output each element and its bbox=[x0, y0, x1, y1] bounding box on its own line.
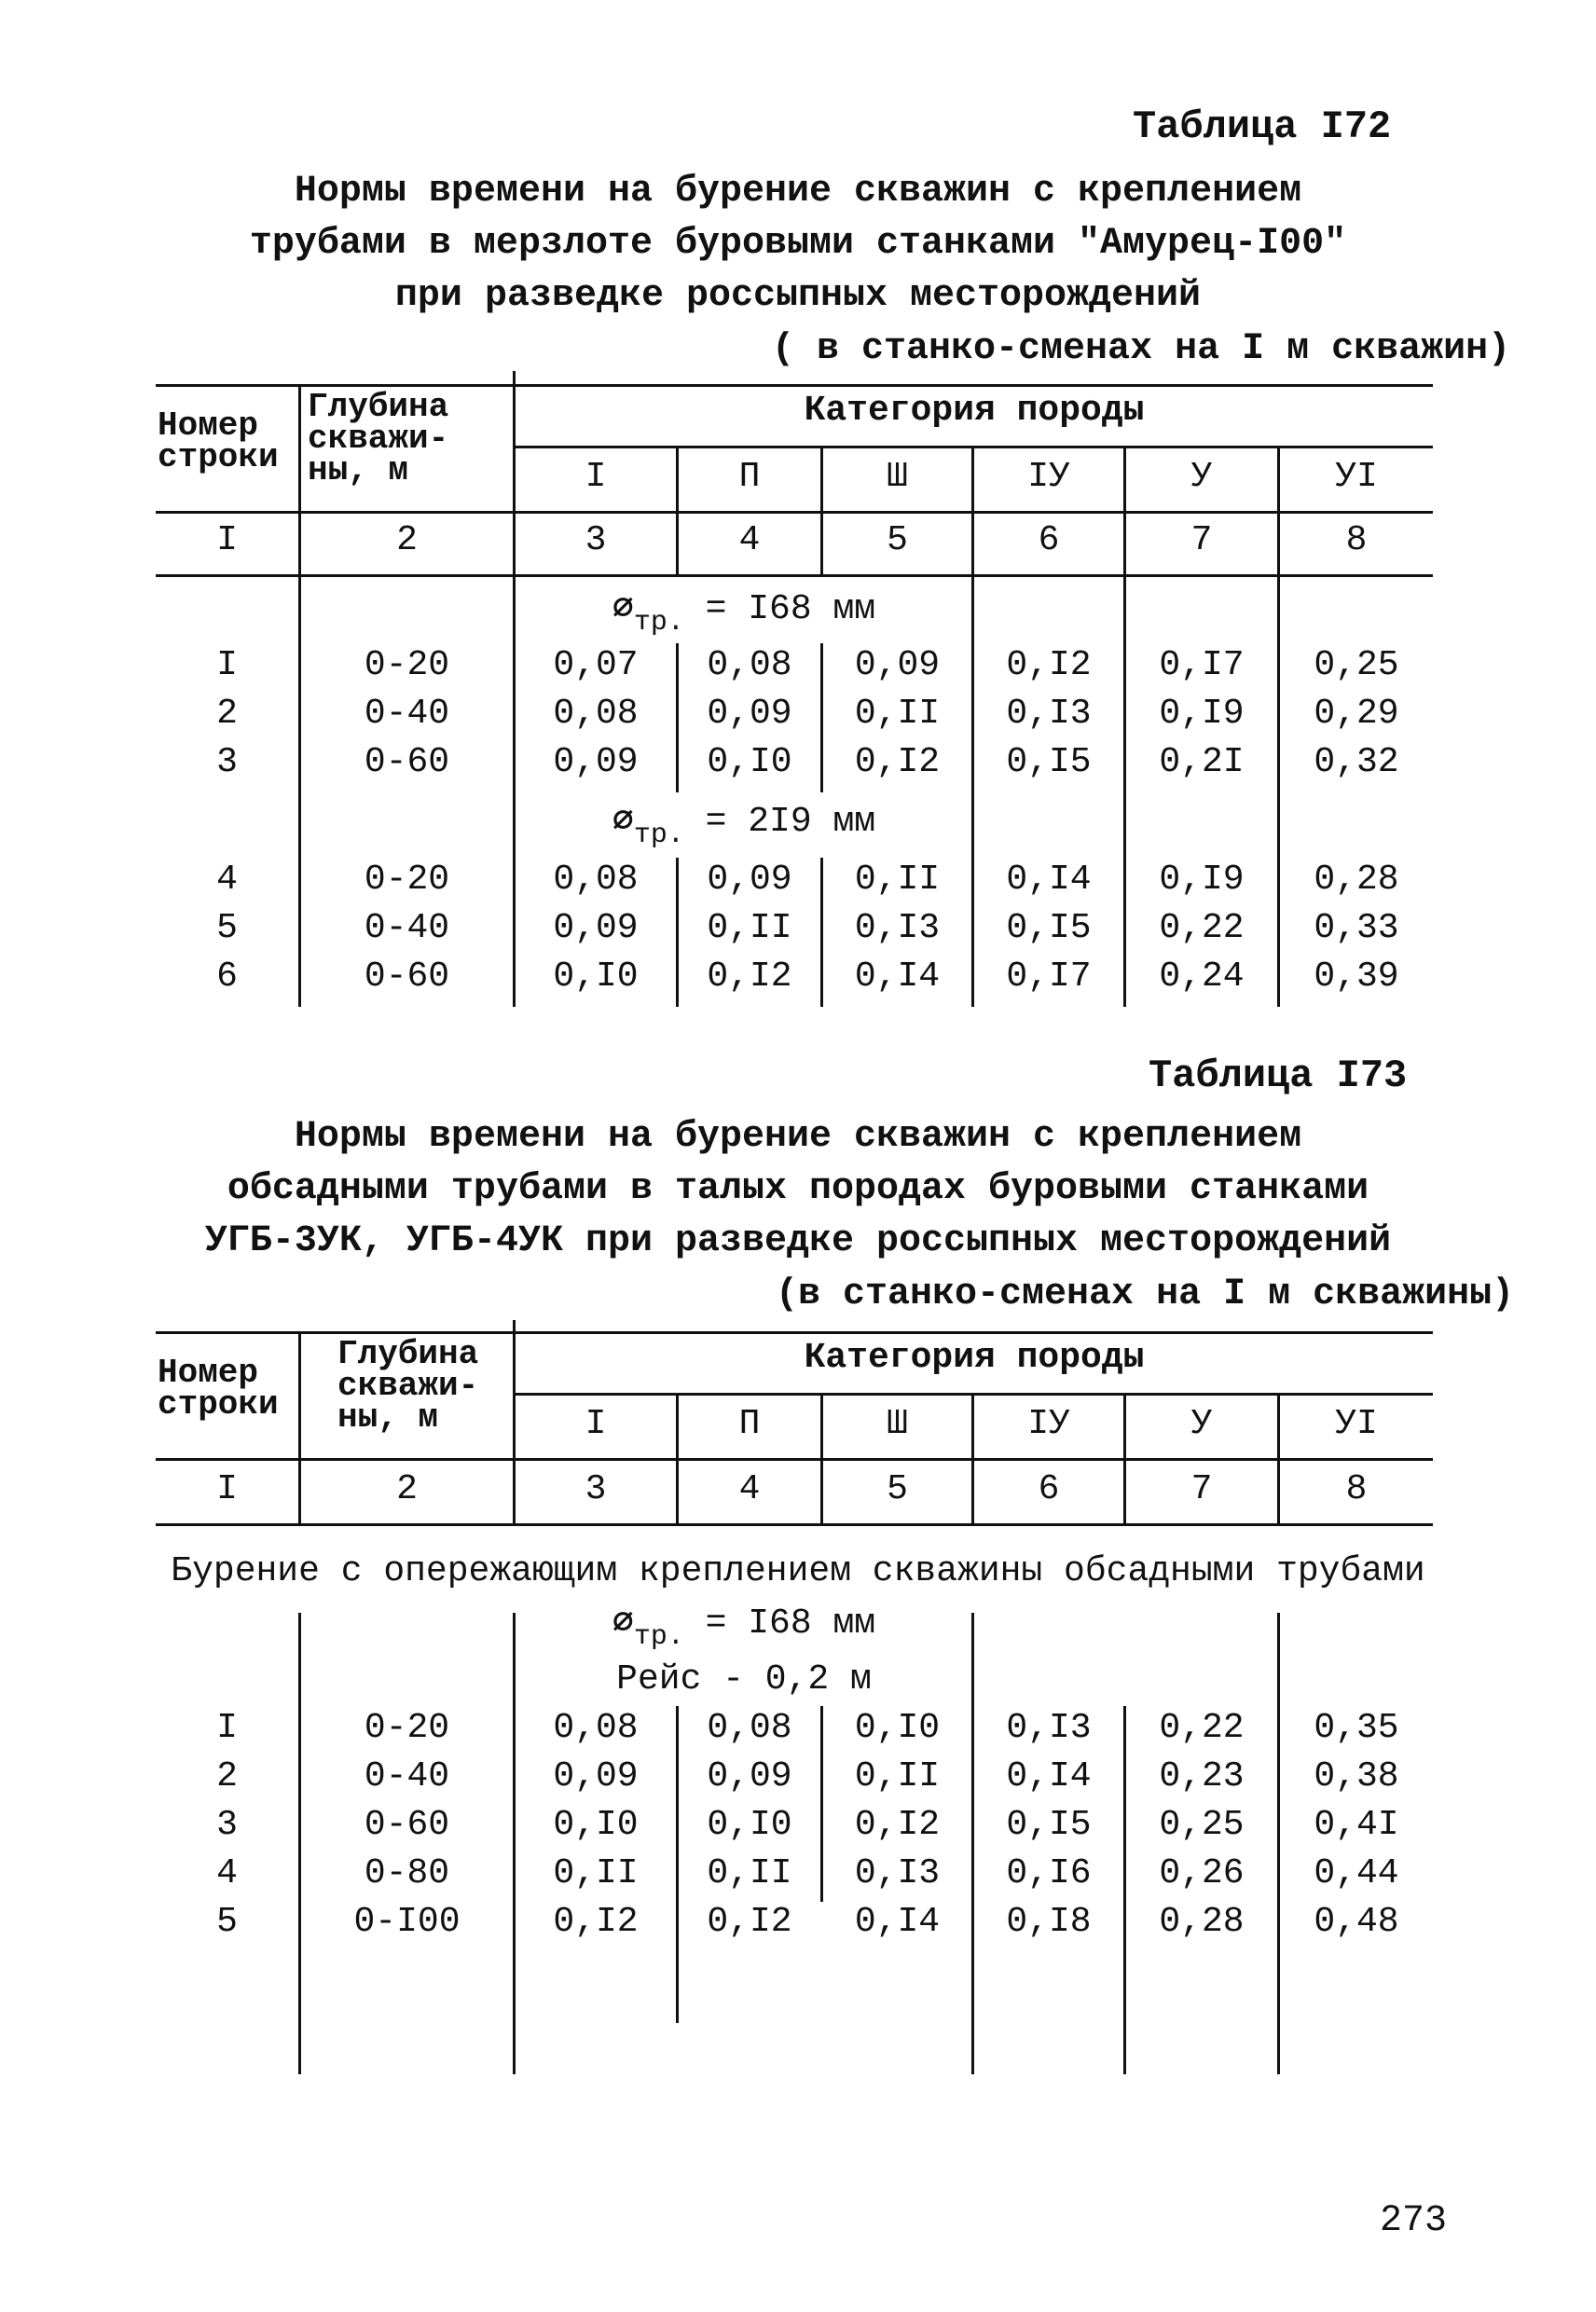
column-number: 4 bbox=[738, 520, 761, 560]
depth-cell: 0-60 bbox=[364, 956, 450, 997]
column-number: 3 bbox=[585, 1469, 607, 1509]
section-diameter bbox=[516, 1600, 972, 1653]
value-cell: 0,I2 bbox=[707, 1902, 792, 1942]
row-number: 4 bbox=[216, 1853, 238, 1893]
diameter-subscript: тр. bbox=[633, 819, 684, 851]
row-number: 5 bbox=[216, 908, 238, 948]
header-category: Категория породы bbox=[804, 391, 1145, 431]
value-cell: 0,II bbox=[854, 694, 941, 734]
category-label: П bbox=[738, 1404, 761, 1444]
row-number: 3 bbox=[216, 1805, 238, 1845]
value-cell: 0,09 bbox=[707, 860, 792, 900]
row-number: 2 bbox=[216, 1756, 238, 1796]
value-cell: 0,I4 bbox=[1006, 1756, 1092, 1796]
value-cell: 0,I3 bbox=[1006, 694, 1092, 734]
category-label: I bbox=[585, 1404, 607, 1444]
table-label: Таблица I73 bbox=[1149, 1053, 1408, 1098]
category-label: Ш bbox=[887, 1404, 908, 1444]
value-cell: 0,09 bbox=[553, 908, 639, 948]
value-cell: 0,I9 bbox=[1159, 860, 1245, 900]
diameter-value: = I68 мм bbox=[705, 589, 876, 629]
section-title: Бурение с опережающим креплением скважины обсадными трубами bbox=[171, 1551, 1425, 1591]
value-cell: 0,I9 bbox=[1159, 694, 1245, 734]
unit-note: (в станко-сменах на I м скважины) bbox=[776, 1273, 1515, 1315]
value-cell: 0,32 bbox=[1314, 742, 1399, 782]
value-cell: 0,I3 bbox=[854, 1853, 941, 1893]
column-number: 5 bbox=[887, 520, 908, 560]
value-cell: 0,08 bbox=[707, 645, 792, 685]
value-cell: 0,33 bbox=[1314, 908, 1399, 948]
column-number: I bbox=[216, 520, 238, 560]
row-number: I bbox=[216, 1708, 238, 1748]
column-number: 2 bbox=[396, 520, 418, 560]
category-label: IУ bbox=[1027, 1404, 1070, 1444]
value-cell: 0,I6 bbox=[1006, 1853, 1092, 1893]
diameter-value: = 2I9 мм bbox=[705, 802, 876, 842]
value-cell: 0,28 bbox=[1159, 1902, 1245, 1942]
depth-cell: 0-40 bbox=[364, 694, 450, 734]
column-number: 7 bbox=[1190, 520, 1213, 560]
value-cell: 0,22 bbox=[1159, 908, 1245, 948]
diameter-icon: ⌀ bbox=[612, 589, 634, 629]
value-cell: 0,26 bbox=[1159, 1853, 1245, 1893]
value-cell: 0,I0 bbox=[553, 956, 639, 997]
table-caption-line: обсадными трубами в талых породах буровыми станками bbox=[227, 1168, 1369, 1210]
column-number: 8 bbox=[1345, 520, 1368, 560]
value-cell: 0,07 bbox=[553, 645, 639, 685]
value-cell: 0,23 bbox=[1159, 1756, 1245, 1796]
value-cell: 0,09 bbox=[707, 1756, 792, 1796]
header-depth: Глубина скважи- ны, м bbox=[308, 388, 449, 489]
value-cell: 0,48 bbox=[1314, 1902, 1399, 1942]
value-cell: 0,28 bbox=[1314, 860, 1399, 900]
value-cell: 0,II bbox=[854, 1756, 941, 1796]
value-cell: 0,I7 bbox=[1006, 956, 1092, 997]
value-cell: 0,08 bbox=[553, 694, 639, 734]
value-cell: 0,I0 bbox=[854, 1708, 941, 1748]
value-cell: 0,25 bbox=[1159, 1805, 1245, 1845]
value-cell: 0,II bbox=[707, 1853, 792, 1893]
value-cell: 0,I5 bbox=[1006, 1805, 1092, 1845]
depth-cell: 0-80 bbox=[364, 1853, 450, 1893]
header-row-number: Номер строки bbox=[158, 1354, 279, 1424]
value-cell: 0,I4 bbox=[1006, 860, 1092, 900]
value-cell: 0,25 bbox=[1314, 645, 1399, 685]
table-caption-line: УГБ-3УК, УГБ-4УК при разведке россыпных месторождений bbox=[204, 1220, 1392, 1262]
value-cell: 0,I3 bbox=[854, 908, 941, 948]
page-number: 273 bbox=[1380, 2200, 1448, 2242]
category-label: У bbox=[1190, 457, 1213, 497]
row-number: 6 bbox=[216, 956, 238, 997]
category-label: П bbox=[738, 457, 761, 497]
value-cell: 0,I0 bbox=[553, 1805, 639, 1845]
value-cell: 0,08 bbox=[553, 860, 639, 900]
value-cell: 0,35 bbox=[1314, 1708, 1399, 1748]
table-caption-line: Нормы времени на бурение скважин с креплением bbox=[294, 1116, 1302, 1158]
depth-cell: 0-I00 bbox=[353, 1902, 461, 1942]
value-cell: 0,38 bbox=[1314, 1756, 1399, 1796]
depth-cell: 0-60 bbox=[364, 1805, 450, 1845]
depth-cell: 0-60 bbox=[364, 742, 450, 782]
value-cell: 0,I8 bbox=[1006, 1902, 1092, 1942]
table-label: Таблица I72 bbox=[1133, 104, 1392, 149]
value-cell: 0,22 bbox=[1159, 1708, 1245, 1748]
category-label: I bbox=[585, 457, 607, 497]
value-cell: 0,09 bbox=[553, 742, 639, 782]
column-number: 6 bbox=[1038, 520, 1060, 560]
value-cell: 0,24 bbox=[1159, 956, 1245, 997]
column-number: 3 bbox=[585, 520, 607, 560]
row-number: 4 bbox=[216, 860, 238, 900]
row-number: 2 bbox=[216, 694, 238, 734]
value-cell: 0,II bbox=[553, 1853, 639, 1893]
depth-cell: 0-20 bbox=[364, 1708, 450, 1748]
value-cell: 0,I2 bbox=[553, 1902, 639, 1942]
table-caption-line: при разведке россыпных месторождений bbox=[394, 275, 1202, 317]
row-number: 5 bbox=[216, 1902, 238, 1942]
reis-note: Рейс - 0,2 м bbox=[616, 1659, 872, 1700]
value-cell: 0,2I bbox=[1159, 742, 1245, 782]
diameter-subscript: тр. bbox=[633, 1621, 684, 1653]
category-label: У bbox=[1190, 1404, 1213, 1444]
section-diameter bbox=[516, 798, 972, 851]
value-cell: 0,09 bbox=[707, 694, 792, 734]
column-number: 4 bbox=[738, 1469, 761, 1509]
depth-cell: 0-20 bbox=[364, 645, 450, 685]
value-cell: 0,I5 bbox=[1006, 908, 1092, 948]
value-cell: 0,I2 bbox=[1006, 645, 1092, 685]
column-number: I bbox=[216, 1469, 238, 1509]
diameter-value: = I68 мм bbox=[705, 1603, 876, 1644]
row-number: I bbox=[216, 645, 238, 685]
unit-note: ( в станко-сменах на I м скважин) bbox=[772, 328, 1511, 370]
column-number: 5 bbox=[887, 1469, 908, 1509]
depth-cell: 0-40 bbox=[364, 908, 450, 948]
value-cell: 0,4I bbox=[1314, 1805, 1399, 1845]
column-number: 8 bbox=[1345, 1469, 1368, 1509]
value-cell: 0,I0 bbox=[707, 742, 792, 782]
value-cell: 0,08 bbox=[553, 1708, 639, 1748]
value-cell: 0,II bbox=[707, 908, 792, 948]
value-cell: 0,44 bbox=[1314, 1853, 1399, 1893]
value-cell: 0,I2 bbox=[854, 742, 941, 782]
row-number: 3 bbox=[216, 742, 238, 782]
value-cell: 0,I5 bbox=[1006, 742, 1092, 782]
column-number: 6 bbox=[1038, 1469, 1060, 1509]
value-cell: 0,I2 bbox=[707, 956, 792, 997]
value-cell: 0,09 bbox=[854, 645, 941, 685]
section-diameter bbox=[516, 585, 972, 639]
category-label: Ш bbox=[887, 457, 908, 497]
value-cell: 0,I2 bbox=[854, 1805, 941, 1845]
value-cell: 0,I3 bbox=[1006, 1708, 1092, 1748]
value-cell: 0,39 bbox=[1314, 956, 1399, 997]
column-number: 7 bbox=[1190, 1469, 1213, 1509]
value-cell: 0,II bbox=[854, 860, 941, 900]
value-cell: 0,08 bbox=[707, 1708, 792, 1748]
value-cell: 0,I4 bbox=[854, 956, 941, 997]
diameter-icon: ⌀ bbox=[612, 802, 634, 842]
header-category: Категория породы bbox=[804, 1338, 1145, 1378]
header-row-number: Номер строки bbox=[158, 406, 279, 476]
diameter-subscript: тр. bbox=[633, 607, 684, 639]
value-cell: 0,09 bbox=[553, 1756, 639, 1796]
category-label: УI bbox=[1335, 457, 1378, 497]
value-cell: 0,I0 bbox=[707, 1805, 792, 1845]
depth-cell: 0-40 bbox=[364, 1756, 450, 1796]
header-depth: Глубина скважи- ны, м bbox=[337, 1335, 479, 1437]
category-label: УI bbox=[1335, 1404, 1378, 1444]
diameter-icon: ⌀ bbox=[612, 1603, 634, 1644]
value-cell: 0,I7 bbox=[1159, 645, 1245, 685]
column-number: 2 bbox=[396, 1469, 418, 1509]
depth-cell: 0-20 bbox=[364, 860, 450, 900]
category-label: IУ bbox=[1027, 457, 1070, 497]
table-caption-line: трубами в мерзлоте буровыми станками "Амурец-I00" bbox=[249, 223, 1347, 265]
value-cell: 0,29 bbox=[1314, 694, 1399, 734]
value-cell: 0,I4 bbox=[854, 1902, 941, 1942]
table-caption-line: Нормы времени на бурение скважин с креплением bbox=[294, 171, 1302, 213]
